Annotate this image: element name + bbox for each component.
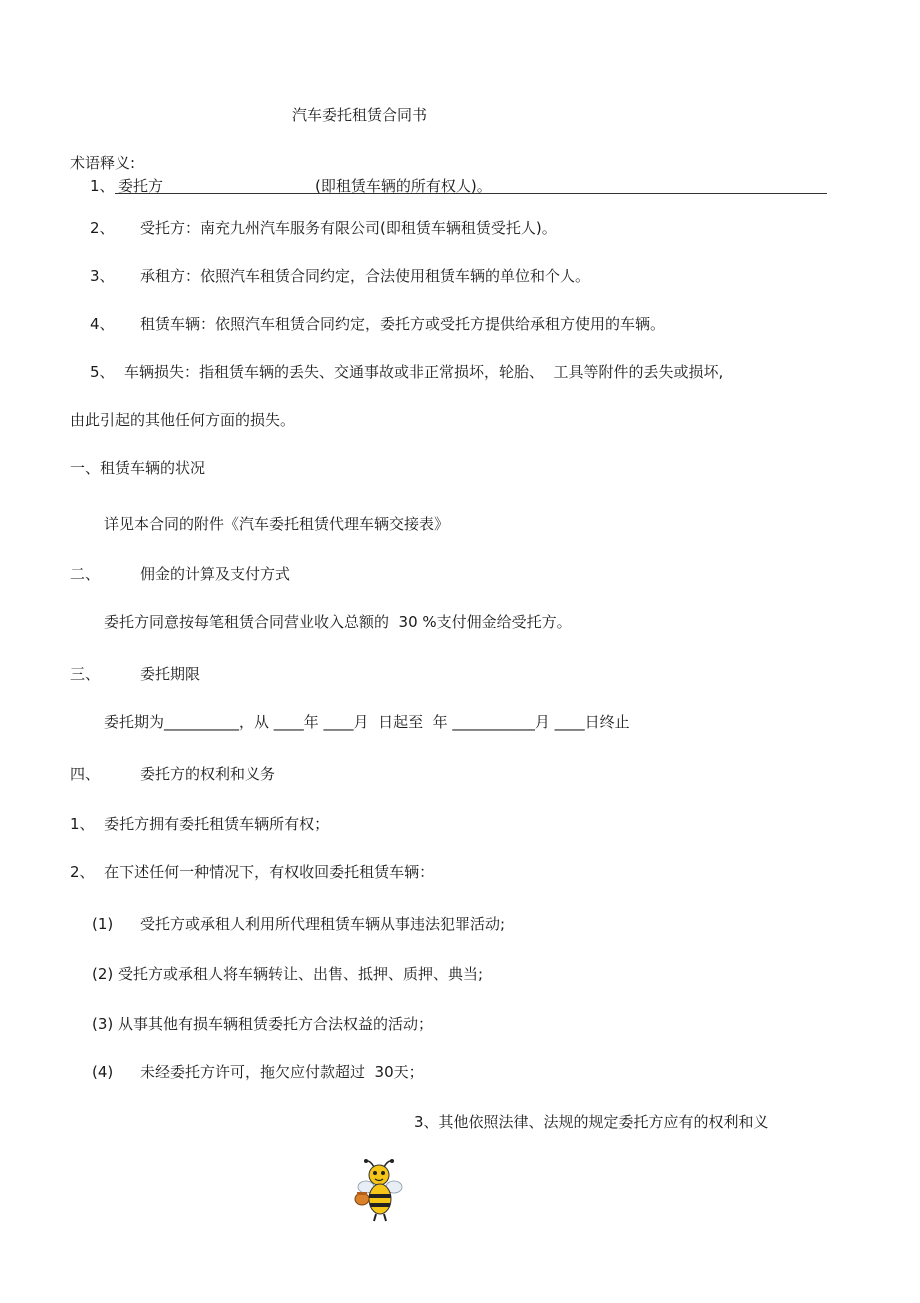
section-4-sub-4-number: (4) [92,1063,114,1081]
section-3-heading: 委托期限 [140,665,201,683]
glossary-item-1-label: 委托方 [118,177,164,195]
fill-in-blank-line [115,193,827,194]
section-4-number: 四、 [70,765,101,783]
glossary-item-2-number: 2、 [90,219,115,237]
section-1-heading: 一、租赁车辆的状况 [70,459,206,477]
glossary-item-5-continued: 由此引起的其他任何方面的损失。 [70,411,296,429]
glossary-item-1-suffix: (即租赁车辆的所有权人)。 [315,177,492,195]
section-3-body: 委托期为__________，从 ____年 ____月 日起至 年 ___________月 ____日终止 [104,713,630,731]
glossary-item-2-text: 受托方：南充九州汽车服务有限公司(即租赁车辆租赁受托人)。 [140,219,557,237]
glossary-item-4-number: 4、 [90,315,115,333]
glossary-item-5-number: 5、 [90,363,115,381]
glossary-item-3-number: 3、 [90,267,115,285]
section-4-sub-1-number: (1) [92,915,114,933]
bee-mascot-icon [354,1157,406,1223]
section-2-body: 委托方同意按每笔租赁合同营业收入总额的 30 %支付佣金给受托方。 [104,613,572,631]
section-4-sub-4-text: 未经委托方许可，拖欠应付款超过 30天； [140,1063,424,1081]
section-4-item-1: 1、 委托方拥有委托租赁车辆所有权； [70,815,330,833]
section-4-item-2: 2、 在下述任何一种情况下，有权收回委托租赁车辆： [70,863,435,881]
glossary-heading: 术语释义: [70,154,136,172]
document-title: 汽车委托租赁合同书 [292,106,428,124]
section-2-number: 二、 [70,565,101,583]
section-3-number: 三、 [70,665,101,683]
section-4-item-3: 3、其他依照法律、法规的规定委托方应有的权利和义 [414,1113,769,1131]
glossary-item-4-text: 租赁车辆：依照汽车租赁合同约定，委托方或受托方提供给承租方使用的车辆。 [140,315,666,333]
section-4-sub-3: (3) 从事其他有损车辆租赁委托方合法权益的活动； [92,1015,434,1033]
section-4-sub-2: (2) 受托方或承租人将车辆转让、出售、抵押、质押、典当; [92,965,484,983]
section-1-body: 详见本合同的附件《汽车委托租赁代理车辆交接表》 [104,515,450,533]
glossary-item-5-text: 车辆损失：指租赁车辆的丢失、交通事故或非正常损坏，轮胎、 工具等附件的丢失或损坏, [124,363,724,381]
glossary-item-1-number: 1、 [90,177,115,195]
glossary-item-3-text: 承租方：依照汽车租赁合同约定，合法使用租赁车辆的单位和个人。 [140,267,591,285]
section-4-heading: 委托方的权利和义务 [140,765,276,783]
section-4-sub-1-text: 受托方或承租人利用所代理租赁车辆从事违法犯罪活动; [140,915,506,933]
section-2-heading: 佣金的计算及支付方式 [140,565,291,583]
